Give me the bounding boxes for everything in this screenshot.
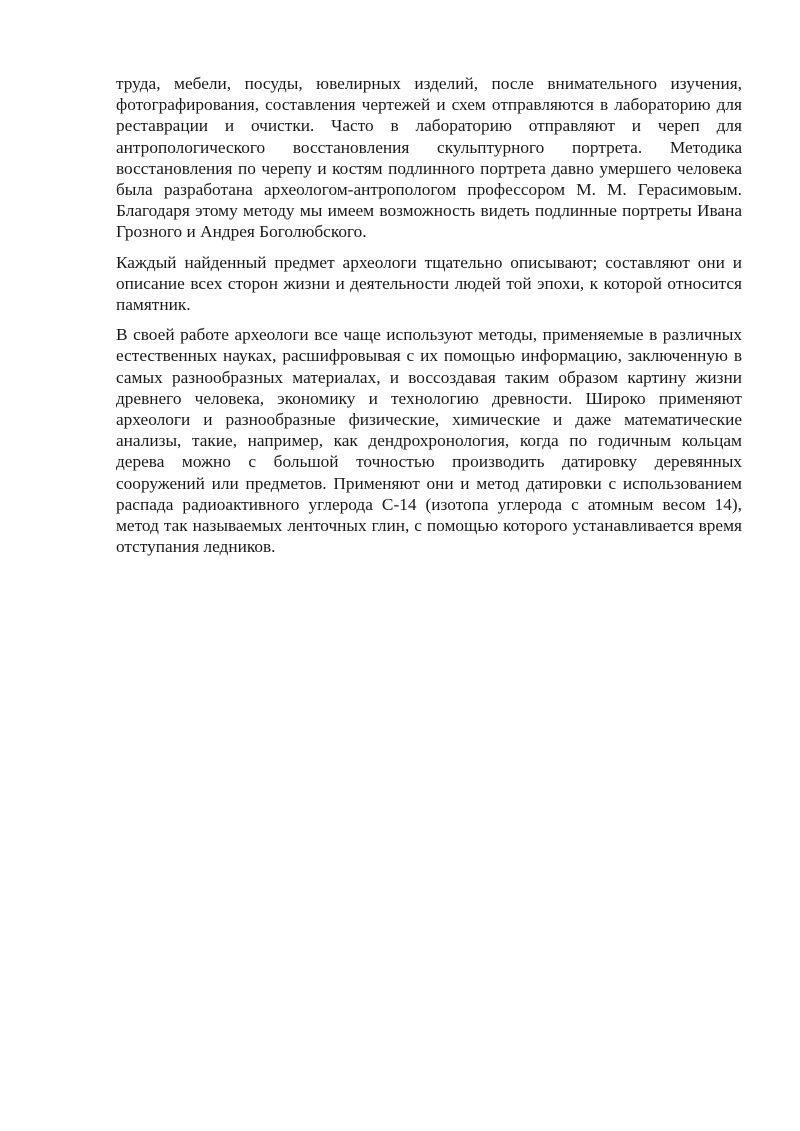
document-page xyxy=(116,73,742,566)
paragraph-methods: В своей работе археологи все чаще используют методы, применяемые в различных естественных науках, расшифровывая с их помощью информацию, заключенную в самых разнообразных материалах, и воссоздавая таким образом картину жизни древнего человека, экономику и технологию древности. Широко применяют археологи и разнообразные физические, химические и даже математические анализы, такие, например, как дендрохронология, когда по годичным кольцам дерева можно с большой точностью производить датировку деревянных сооружений или предметов. Применяют они и метод датировки с использованием распада радиоактивного углерода С-14 (изотопа углерода с атомным весом 14), метод так называемых ленточных глин, с помощью которого устанавливается время отступания ледников. xyxy=(116,325,742,557)
paragraph-restoration: труда, мебели, посуды, ювелирных изделий, после внимательного изучения, фотографирования, составления чертежей и схем отправляются в лабораторию для реставрации и очистки. Часто в лабораторию отправляют и череп для антропологического восстановления скульптурного портрета. Методика восстановления по черепу и костям подлинного портрета давно умершего человека была разработана археологом-антропологом профессором М. М. Герасимовым. Благодаря этому методу мы имеем возможность видеть подлинные портреты Ивана Грозного и Андрея Боголюбского. xyxy=(116,74,742,242)
paragraph-description: Каждый найденный предмет археологи тщательно описывают; составляют они и описание всех сторон жизни и деятельности людей той эпохи, к которой относится памятник. xyxy=(116,252,742,315)
